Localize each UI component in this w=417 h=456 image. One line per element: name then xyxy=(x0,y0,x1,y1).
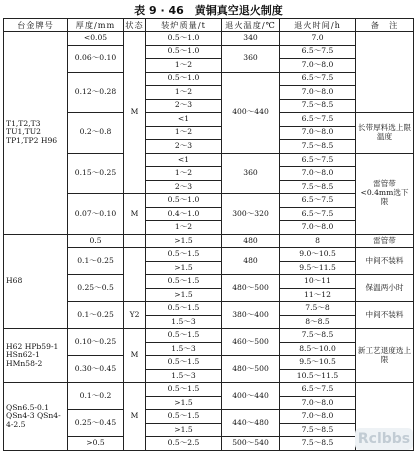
thickness-cell: 0.1～0.2 xyxy=(68,383,124,410)
note-cell: 中间不装料 xyxy=(356,302,414,329)
mass-cell: >1.5 xyxy=(146,288,222,302)
note-cell xyxy=(356,32,414,113)
status-cell xyxy=(124,234,146,248)
mass-cell: 2～3 xyxy=(146,180,222,194)
thickness-cell: 0.30～0.45 xyxy=(68,356,124,383)
annealing-table xyxy=(3,18,414,451)
mass-cell: 0.5～1.0 xyxy=(146,32,222,46)
note-cell: 保温两小时 xyxy=(356,275,414,302)
status-cell: M xyxy=(124,383,146,451)
thickness-cell: 0.12～0.28 xyxy=(68,72,124,113)
mass-cell: 1～2 xyxy=(146,86,222,100)
status-cell: M xyxy=(124,329,146,383)
thickness-cell: 0.15～0.25 xyxy=(68,153,124,194)
mass-cell: 0.5～1.0 xyxy=(146,194,222,208)
mass-cell: 0.5～2.5 xyxy=(146,437,222,451)
mass-cell: 0.5～1.5 xyxy=(146,356,222,370)
mass-cell: 1～2 xyxy=(146,167,222,181)
grade-cell: T1,T2,T3 TU1,TU2 TP1,TP2 H96 xyxy=(4,32,68,235)
time-cell: 8～8.5 xyxy=(280,315,356,329)
temp-cell: 360 xyxy=(222,45,280,72)
mass-cell: >1.5 xyxy=(146,261,222,275)
table-title: 表 9 · 46 黄铜真空退火制度 xyxy=(134,4,283,17)
mass-cell: 0.5～1.5 xyxy=(146,275,222,289)
time-cell: 7.5～8.5 xyxy=(280,180,356,194)
mass-cell: 1～2 xyxy=(146,221,222,235)
status-cell: Y2 xyxy=(124,302,146,329)
time-cell: 10.5～11.5 xyxy=(280,369,356,383)
thickness-cell: 0.1～0.25 xyxy=(68,302,124,329)
mass-cell: 1～2 xyxy=(146,59,222,73)
table-row xyxy=(4,383,414,397)
header-grade: 台金牌号 xyxy=(4,19,68,32)
time-cell: 11～12 xyxy=(280,288,356,302)
temp-cell: 480～500 xyxy=(222,275,280,302)
grade-cell: H68 xyxy=(4,234,68,329)
mass-cell: >1.5 xyxy=(146,396,222,410)
mass-cell: 0.5～1.0 xyxy=(146,72,222,86)
table-row xyxy=(4,234,414,248)
time-cell: 7.0～8.0 xyxy=(280,86,356,100)
temp-cell: 480 xyxy=(222,234,280,248)
time-cell: 7.0～8.0 xyxy=(280,221,356,235)
table-row xyxy=(4,32,414,46)
time-cell: 6.5～7.5 xyxy=(280,194,356,208)
thickness-cell: 0.1～0.25 xyxy=(68,248,124,275)
note-cell: 雷管带 xyxy=(356,234,414,248)
grade-cell: H62 HPb59-1 HSn62-1 HMn58-2 xyxy=(4,329,68,383)
time-cell: 6.5～7.5 xyxy=(280,153,356,167)
status-cell: M xyxy=(124,32,146,194)
time-cell: 9.5～10.5 xyxy=(280,356,356,370)
time-cell: 6.5～7.5 xyxy=(280,72,356,86)
time-cell: 6.5～7.5 xyxy=(280,383,356,397)
mass-cell: >1.5 xyxy=(146,423,222,437)
mass-cell: 1.5～3 xyxy=(146,315,222,329)
mass-cell: 0.5～1.5 xyxy=(146,329,222,343)
mass-cell: 0.5～1.5 xyxy=(146,248,222,262)
mass-cell: >1.5 xyxy=(146,234,222,248)
header-status: 状态 xyxy=(125,19,144,30)
temp-cell: 440～480 xyxy=(222,410,280,437)
temp-cell: 380～400 xyxy=(222,302,280,329)
temp-cell: 480 xyxy=(222,248,280,275)
thickness-cell: 0.2～0.8 xyxy=(68,113,124,154)
time-cell: 6.5～7.5 xyxy=(280,45,356,59)
time-cell: 7.5～8.5 xyxy=(280,329,356,343)
time-cell: 7.0～8.0 xyxy=(280,410,356,424)
header-anneal-temp: 退火温度/℃ xyxy=(222,19,280,32)
temp-cell: 500～540 xyxy=(222,437,280,451)
status-cell xyxy=(124,248,146,302)
mass-cell: 1～2 xyxy=(146,126,222,140)
time-cell: 6.5～7.5 xyxy=(280,207,356,221)
time-cell: 7.0～8.0 xyxy=(280,59,356,73)
mass-cell: 0.5～1.5 xyxy=(146,302,222,316)
time-cell: 9.5～11.5 xyxy=(280,261,356,275)
watermark-logo: Rclbbs xyxy=(355,428,413,450)
mass-cell: 0.4～1.0 xyxy=(146,207,222,221)
mass-cell: <1 xyxy=(146,153,222,167)
header-thickness: 厚度/mm xyxy=(68,19,124,32)
temp-cell: 460～500 xyxy=(222,329,280,356)
thickness-cell: <0.05 xyxy=(68,32,124,46)
mass-cell: 0.5～1.5 xyxy=(146,410,222,424)
time-cell: 6.5～7.5 xyxy=(280,113,356,127)
mass-cell: 0.5～1.5 xyxy=(146,383,222,397)
temp-cell: 480～500 xyxy=(222,356,280,383)
time-cell: 10～11 xyxy=(280,275,356,289)
time-cell: 7.0～8.0 xyxy=(280,396,356,410)
header-anneal-time: 退火时间/h xyxy=(280,19,356,32)
temp-cell: 340 xyxy=(222,32,280,46)
time-cell: 7.0 xyxy=(280,32,356,46)
note-cell: 雷管带<0.4mm选下限 xyxy=(356,153,414,234)
time-cell: 9.0～10.5 xyxy=(280,248,356,262)
thickness-cell: 0.5 xyxy=(68,234,124,248)
time-cell: 7.5～8.5 xyxy=(280,437,356,451)
temp-cell: 300～320 xyxy=(222,194,280,235)
note-cell: 长带厚料选上限温度 xyxy=(356,113,414,154)
mass-cell: 1.5～3 xyxy=(146,342,222,356)
time-cell: 8 xyxy=(280,234,356,248)
time-cell: 7.5～8 xyxy=(280,302,356,316)
time-cell: 7.0～8.0 xyxy=(280,126,356,140)
mass-cell: 1.5～3 xyxy=(146,369,222,383)
thickness-cell: 0.07～0.10 xyxy=(68,194,124,235)
note-cell: 新工艺退度选上限 xyxy=(356,329,414,383)
time-cell: 7.5～8.5 xyxy=(280,140,356,154)
mass-cell: 2～3 xyxy=(146,140,222,154)
thickness-cell: 0.06～0.10 xyxy=(68,45,124,72)
table-row xyxy=(4,329,414,343)
mass-cell: 2～3 xyxy=(146,99,222,113)
thickness-cell: 0.25～0.45 xyxy=(68,410,124,437)
thickness-cell: >0.5 xyxy=(68,437,124,451)
grade-cell: QSn6.5-0.1 QSn4-3 QSn4-4-2.5 xyxy=(4,383,68,451)
time-cell: 7.5～8.5 xyxy=(280,423,356,437)
mass-cell: 0.5～1.0 xyxy=(146,45,222,59)
time-cell: 7.0～8.0 xyxy=(280,167,356,181)
thickness-cell: 0.25～0.5 xyxy=(68,275,124,302)
temp-cell: 400～440 xyxy=(222,383,280,410)
header-charge-mass: 装炉质量/t xyxy=(146,19,222,32)
header-remarks: 备 注 xyxy=(356,19,414,32)
mass-cell: <1 xyxy=(146,113,222,127)
thickness-cell: 0.10～0.25 xyxy=(68,329,124,356)
header-row xyxy=(4,19,414,32)
time-cell: 8.5～10.0 xyxy=(280,342,356,356)
time-cell: 7.5～8.5 xyxy=(280,99,356,113)
temp-cell: 360 xyxy=(222,153,280,194)
temp-cell: 400～440 xyxy=(222,72,280,153)
note-cell: 中间不装料 xyxy=(356,248,414,275)
status-cell: M xyxy=(124,194,146,235)
